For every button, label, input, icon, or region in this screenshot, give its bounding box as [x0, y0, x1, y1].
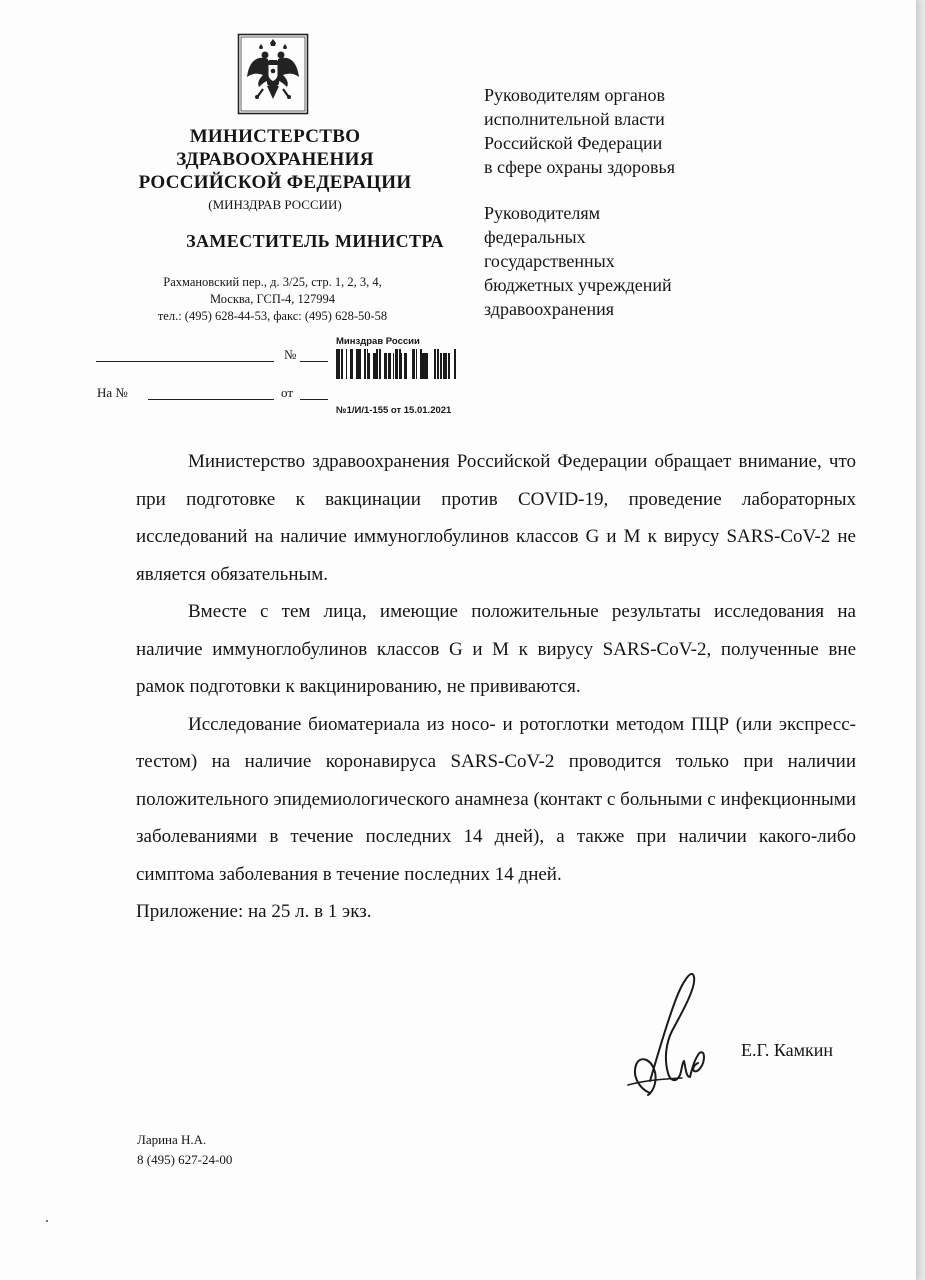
ministry-name-line: РОССИЙСКОЙ ФЕДЕРАЦИИ	[138, 172, 412, 193]
barcode-bar	[346, 349, 347, 379]
signer-name: Е.Г. Камкин	[741, 1040, 834, 1060]
ministry-address	[110, 274, 435, 325]
body-paragraph: Вместе с тем лица, имеющие положительные результаты исследования на наличие иммуноглобулинов классов G и M к вирусу SARS-CoV-2, полученные вне рамок подготовки к вакцинированию, не прививаются.	[136, 601, 856, 697]
barcode-bar	[393, 353, 394, 379]
recipient-line: государственных	[484, 251, 615, 271]
recipient-line: Российской Федерации	[484, 133, 663, 153]
from-label: от	[281, 385, 294, 400]
address-line: Рахмановский пер., д. 3/25, стр. 1, 2, 3, 4,	[163, 275, 382, 289]
barcode-bar	[454, 349, 456, 379]
executor-name: Ларина Н.А.	[137, 1132, 207, 1147]
handwritten-signature-icon	[620, 965, 720, 1100]
address-line: Москва, ГСП-4, 127994	[209, 292, 336, 306]
recipient-line: Руководителям органов	[484, 85, 666, 105]
recipient-line: федеральных	[484, 227, 586, 247]
barcode-bar	[420, 349, 421, 379]
barcode-bar	[388, 353, 391, 379]
barcode-bar	[367, 349, 368, 379]
registration-number: №1/И/1-155 от 15.01.2021	[336, 405, 452, 416]
address-line: тел.: (495) 628-44-53, факс: (495) 628-50-58	[157, 309, 388, 323]
scan-speck	[46, 1220, 48, 1222]
executor-block	[137, 1130, 232, 1170]
barcode-bar	[404, 353, 407, 379]
in-reply-label: На №	[97, 385, 128, 400]
barcode-bar	[376, 349, 378, 379]
barcode-bar	[434, 349, 436, 379]
barcode-bar	[350, 349, 353, 379]
barcode-bar	[368, 353, 370, 379]
letter-body	[136, 443, 856, 931]
ministry-abbreviation: (МИНЗДРАВ РОССИИ)	[208, 197, 342, 212]
barcode-bar	[341, 349, 343, 379]
outgoing-date-line	[96, 361, 274, 362]
barcode-bar	[373, 353, 376, 379]
outgoing-number-label: №	[284, 347, 297, 362]
barcode-bar	[399, 349, 401, 379]
ministry-name-block	[110, 125, 440, 213]
barcode-bar	[416, 349, 417, 379]
barcode-bar	[445, 353, 447, 379]
barcode-bar	[440, 353, 442, 379]
barcode-bar	[422, 353, 425, 379]
coat-of-arms-icon	[237, 33, 309, 115]
ministry-name-line: МИНИСТЕРСТВО	[189, 126, 361, 147]
in-reply-number-line	[148, 399, 274, 400]
recipient-line: Руководителям	[484, 203, 600, 223]
barcode-bar	[356, 349, 358, 379]
barcode-bar	[412, 349, 415, 379]
executor-phone: 8 (495) 627-24-00	[137, 1152, 233, 1167]
recipient-group	[484, 201, 844, 321]
body-paragraph: Министерство здравоохранения Российской Федерации обращает внимание, что при подготовке к вакцинации против COVID-19, проведение лабораторных исследований на наличие иммуноглобулинов классов G и M к вирусу SARS-CoV-2 не является обязательным.	[136, 451, 856, 585]
barcode-bar	[437, 349, 439, 379]
barcode-bar	[425, 353, 428, 379]
barcode-bar	[364, 349, 366, 379]
outgoing-number-line	[300, 361, 328, 362]
barcode-bar	[401, 353, 402, 379]
barcode-bar	[338, 349, 340, 379]
recipient-line: исполнительной власти	[484, 109, 665, 129]
barcode-bar	[396, 349, 398, 379]
barcode-bar	[448, 353, 450, 379]
barcode-bar	[395, 349, 396, 379]
recipient-line: в сфере охраны здоровья	[484, 157, 676, 177]
recipient-group	[484, 83, 844, 179]
barcode-label: Минздрав России	[336, 336, 420, 347]
recipients-block	[484, 83, 844, 343]
recipient-line: здравоохранения	[484, 299, 615, 319]
from-date-line	[300, 399, 328, 400]
ministry-name-line: ЗДРАВООХРАНЕНИЯ	[176, 149, 374, 170]
recipient-line: бюджетных учреждений	[484, 275, 672, 295]
barcode-bar	[421, 349, 422, 379]
barcode-bar	[379, 349, 381, 379]
position-title: ЗАМЕСТИТЕЛЬ МИНИСТРА	[186, 231, 444, 251]
barcode-bar	[336, 349, 338, 379]
body-paragraph: Исследование биоматериала из носо- и ротоглотки методом ПЦР (или экспресс-тестом) на наличие коронавируса SARS-CoV-2 проводится только при наличии положительного эпидемиологического анамнеза (контакт с больными с инфекционными заболеваниями в течение последних 14 дней), а также при наличии какого-либо симптома заболевания в течение последних 14 дней.	[136, 713, 856, 885]
barcode-bar	[358, 349, 361, 379]
attachment-note: Приложение: на 25 л. в 1 экз.	[136, 901, 372, 922]
barcode-bar	[384, 353, 387, 379]
barcode-bar	[443, 353, 445, 379]
barcode-icon	[336, 349, 458, 379]
